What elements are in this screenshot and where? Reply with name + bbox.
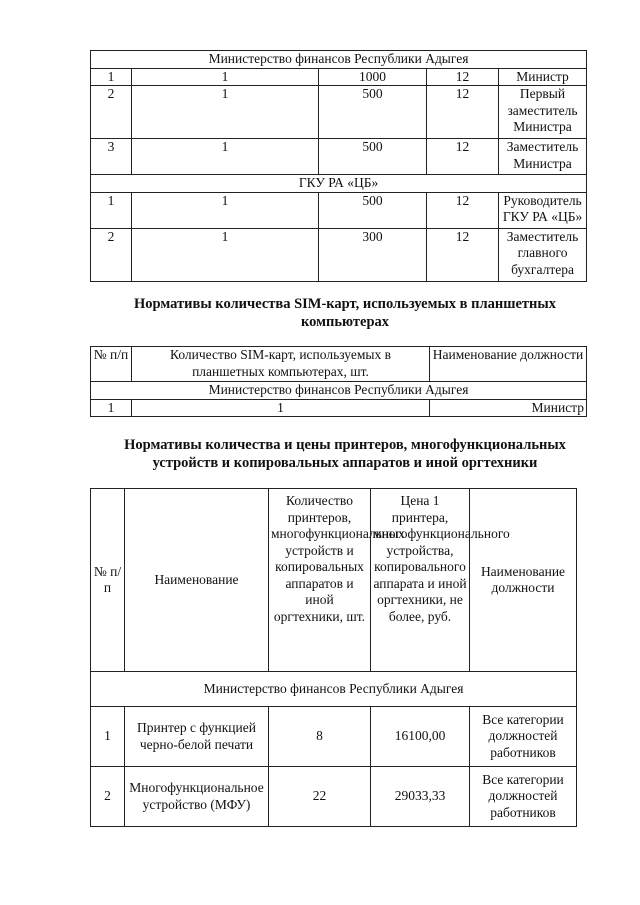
cell: 12 <box>427 139 499 175</box>
row-number: 2 <box>91 767 125 827</box>
item-price: 29033,33 <box>371 767 470 827</box>
header-quantity: Количество принтеров, многофункциональных устройств и копировальных аппаратов и иной оргтехники, шт. <box>269 489 371 672</box>
cell: 1000 <box>319 68 427 86</box>
table-row <box>91 192 587 228</box>
cell: 1 <box>132 86 319 139</box>
position-name: Министр <box>499 68 587 86</box>
row-number: 2 <box>91 228 132 281</box>
header-position: Наименование должности <box>470 489 577 672</box>
position-name: Все категории должностей работников <box>470 707 577 767</box>
section-title: ГКУ РА «ЦБ» <box>91 175 587 193</box>
table-row <box>91 139 587 175</box>
printers-table <box>90 488 577 827</box>
header-quantity: Количество SIM-карт, используемых в планшетных компьютерах, шт. <box>132 347 430 382</box>
item-name: Многофункциональное устройство (МФУ) <box>125 767 269 827</box>
item-quantity: 22 <box>269 767 371 827</box>
position-name: Первый заместитель Министра <box>499 86 587 139</box>
position-name: Заместитель главного бухгалтера <box>499 228 587 281</box>
table-row <box>91 399 587 417</box>
header-number: № п/п <box>91 347 132 382</box>
cell: 1 <box>132 68 319 86</box>
item-price: 16100,00 <box>371 707 470 767</box>
cell: 500 <box>319 192 427 228</box>
cell: 1 <box>132 139 319 175</box>
cell: 12 <box>427 192 499 228</box>
row-number: 1 <box>91 399 132 417</box>
section-title: Министерство финансов Республики Адыгея <box>91 672 577 707</box>
table-row <box>91 228 587 281</box>
sim-heading: Нормативы количества SIM-карт, используемых в планшетных компьютерах <box>134 296 556 330</box>
item-quantity: 8 <box>269 707 371 767</box>
cell: 500 <box>319 86 427 139</box>
header-price: Цена 1 принтера, многофункционального устройства, копировального аппарата и иной оргтехники, не более, руб. <box>371 489 470 672</box>
cell: 300 <box>319 228 427 281</box>
position-name: Заместитель Министра <box>499 139 587 175</box>
row-number: 1 <box>91 192 132 228</box>
cell: 12 <box>427 86 499 139</box>
row-number: 1 <box>91 707 125 767</box>
positions-table <box>90 50 587 282</box>
header-number: № п/п <box>91 489 125 672</box>
cell: 1 <box>132 228 319 281</box>
table-row <box>91 767 577 827</box>
cell: 1 <box>132 399 430 417</box>
table-row <box>91 86 587 139</box>
printers-heading: Нормативы количества и цены принтеров, многофункциональных устройств и копировальных аппаратов и иной оргтехники <box>124 437 566 471</box>
row-number: 3 <box>91 139 132 175</box>
position-name: Руководитель ГКУ РА «ЦБ» <box>499 192 587 228</box>
row-number: 2 <box>91 86 132 139</box>
item-name: Принтер с функцией черно-белой печати <box>125 707 269 767</box>
cell: 500 <box>319 139 427 175</box>
header-name: Наименование <box>125 489 269 672</box>
table-row <box>91 707 577 767</box>
section-title: Министерство финансов Республики Адыгея <box>91 51 587 69</box>
cell: 12 <box>427 68 499 86</box>
cell: 12 <box>427 228 499 281</box>
position-name: Все категории должностей работников <box>470 767 577 827</box>
row-number: 1 <box>91 68 132 86</box>
table-row <box>91 68 587 86</box>
cell: 1 <box>132 192 319 228</box>
header-position: Наименование должности <box>430 347 587 382</box>
section-title: Министерство финансов Республики Адыгея <box>91 382 587 400</box>
sim-cards-table <box>90 346 587 417</box>
position-name: Министр <box>430 399 587 417</box>
